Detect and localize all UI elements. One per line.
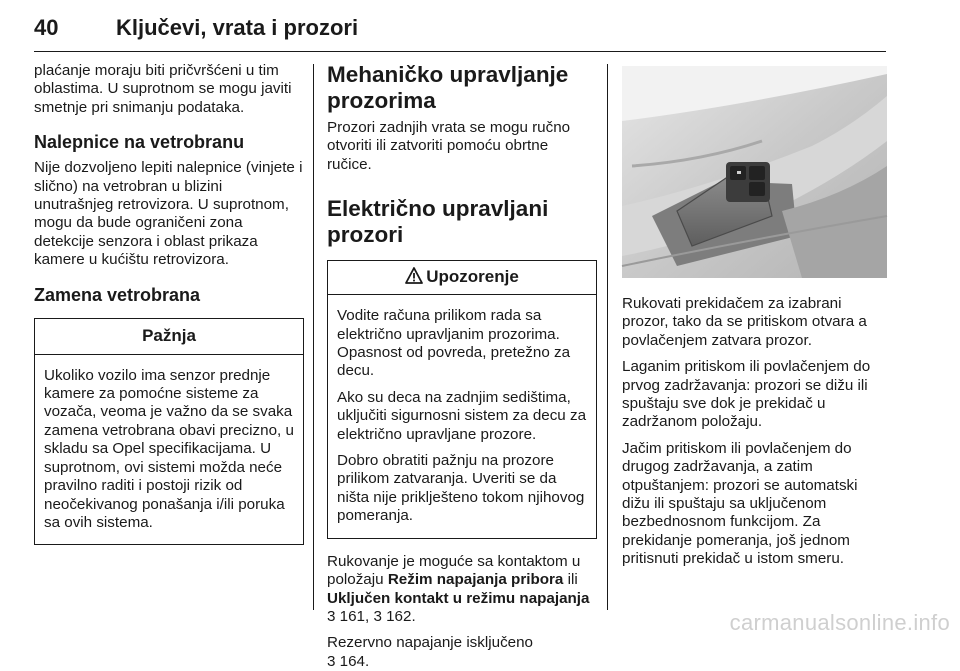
page-header xyxy=(34,12,886,52)
watermark: carmanualsonline.info xyxy=(729,610,950,635)
page-reference[interactable]: 3 161, 3 162. xyxy=(327,607,416,625)
warning-title: Upozorenje xyxy=(426,267,519,287)
warning-box xyxy=(327,260,597,538)
warning-paragraph: Ako su deca na zadnjim sedištima, uključiti sigurnosni sistem za decu za električno upravljane prozore. xyxy=(337,388,587,443)
column-middle xyxy=(327,62,597,671)
backup-power-text: Rezervno napajanje isključeno 3 164. xyxy=(327,634,534,670)
intro-text: plaćanje moraju biti pričvršćeni u tim oblastima. U suprotnom se mogu javiti smetnje pri snimanju podataka. xyxy=(34,62,292,116)
switch-paragraph: Jačim pritiskom ili povlačenjem do drugog zadržavanja, a zatim otpuštanjem: prozori se automatski dižu ili spuštaju sa uključenom bezbednosnom funkcijom. Za prekidanje pomeranja, još jednom pritisnuti prekidač u istom smeru. xyxy=(622,439,858,568)
section-heading-stickers: Nalepnice na vetrobranu xyxy=(34,132,245,153)
notice-box xyxy=(34,318,304,546)
mode-accessory: Režim napajanja pribora xyxy=(387,571,564,589)
page-reference[interactable]: 3 164. xyxy=(327,652,370,670)
column-divider xyxy=(607,64,608,610)
page-number: 40 xyxy=(34,15,59,40)
mode-ignition: Uključen kontakt u režimu napajanja xyxy=(327,589,590,607)
switch-paragraph: Laganim pritiskom ili povlačenjem do prvog zadržavanja: prozori se dižu ili spuštaju sve dok je prekidač u zadržanom položaju. xyxy=(622,358,871,431)
column-right xyxy=(622,295,887,569)
window-switch-photo xyxy=(622,66,887,278)
notice-text: Ukoliko vozilo ima senzor prednje kamere za pomoćne sisteme za vozača, veoma je važno da se svaka zamena vetrobrana obavi precizno, u skladu sa Opel specifikacijama. U suprotnom, ovi sistemi možda neće pravilno raditi i postoji rizik od neočekivanog ponašanja i/ili poruka sa ovih sistema. xyxy=(44,366,294,531)
manual-windows-text: Prozori zadnjih vrata se mogu ručno otvoriti ili zatvoriti pomoću obrtne ručice. xyxy=(327,119,571,173)
operation-text: Rukovanje je moguće sa kontaktom u položaju Režim napajanja pribora ili Uključen kontakt u režimu napajanja 3 161, 3 162. xyxy=(327,552,590,625)
column-left xyxy=(34,62,304,545)
section-heading-manual-windows: Mehaničko upravljanje prozorima xyxy=(327,62,569,113)
warning-paragraph: Vodite računa prilikom rada sa električno upravljanim prozorima. Opasnost od povreda, pretežno za decu. xyxy=(337,307,571,380)
page-title: Ključevi, vrata i prozori xyxy=(116,15,359,40)
warning-triangle-icon xyxy=(405,263,423,295)
stickers-text: Nije dozvoljeno lepiti nalepnice (vinjete i slično) na vetrobran u blizini unutrašnjeg retrovizora. U suprotnom, mogu da bude ograničeni zona detekcije senzora i oblast prikaza kamere u kućištu retrovizora. xyxy=(34,159,303,269)
section-heading-power-windows: Električno upravljani prozori xyxy=(327,196,549,248)
notice-body xyxy=(35,355,303,545)
switch-paragraph: Rukovati prekidačem za izabrani prozor, tako da se pritiskom otvara a povlačenjem zatvara prozor. xyxy=(622,295,867,349)
warning-paragraph: Dobro obratiti pažnju na prozore prilikom zatvaranja. Uveriti se da ništa nije priklješteno tokom njihovog pomeranja. xyxy=(337,452,585,525)
column-divider xyxy=(313,64,314,610)
section-heading-windshield: Zamena vetrobrana xyxy=(34,284,201,305)
warning-header xyxy=(328,261,596,295)
warning-body xyxy=(328,295,596,537)
notice-title: Pažnja xyxy=(35,319,303,355)
